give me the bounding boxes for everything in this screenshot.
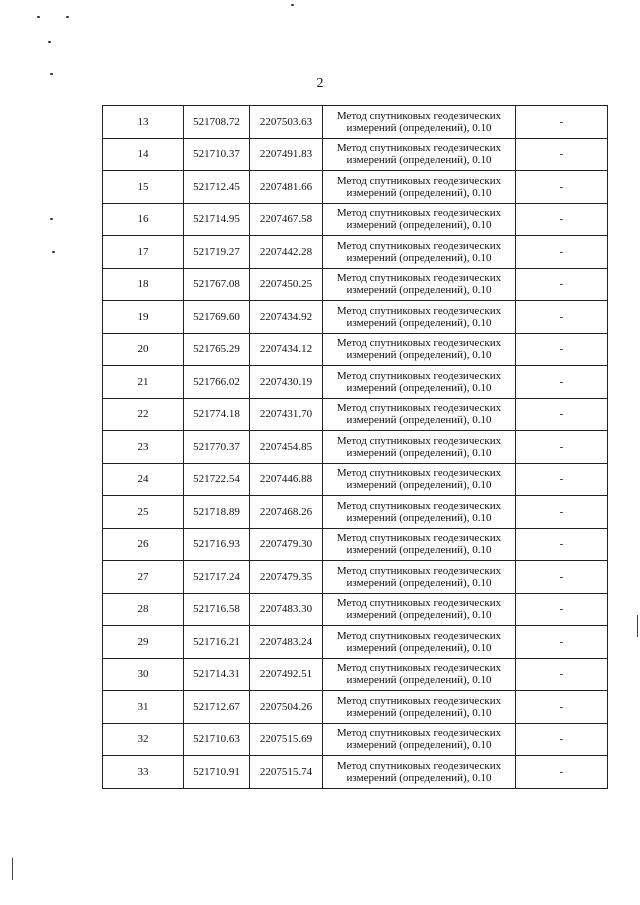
scan-speck <box>52 251 55 253</box>
point-number-cell: 30 <box>103 658 184 691</box>
method-cell <box>323 561 516 594</box>
note-cell: - <box>516 203 608 236</box>
point-number-cell: 33 <box>103 756 184 789</box>
method-text-line-1: Метод спутниковых геодезических <box>336 272 502 285</box>
method-cell <box>323 106 516 139</box>
table-row <box>103 528 608 561</box>
coordinates-table-body <box>103 106 608 789</box>
y-coordinate-cell: 2207483.30 <box>250 593 323 626</box>
note-cell: - <box>516 398 608 431</box>
y-coordinate-cell: 2207450.25 <box>250 268 323 301</box>
method-text-line-2: измерений (определений), 0.10 <box>346 511 492 524</box>
x-coordinate-cell: 521714.31 <box>184 658 250 691</box>
page-number: 2 <box>316 76 324 91</box>
note-cell: - <box>516 723 608 756</box>
x-coordinate-cell: 521712.67 <box>184 691 250 724</box>
y-coordinate-cell: 2207491.83 <box>250 138 323 171</box>
point-number-cell: 26 <box>103 528 184 561</box>
method-cell <box>323 366 516 399</box>
point-number-cell: 31 <box>103 691 184 724</box>
point-number-cell: 29 <box>103 626 184 659</box>
table-row <box>103 691 608 724</box>
method-text-line-2: измерений (определений), 0.10 <box>346 414 492 427</box>
note-cell: - <box>516 756 608 789</box>
method-text-line-2: измерений (определений), 0.10 <box>346 641 492 654</box>
method-text-line-1: Метод спутниковых геодезических <box>336 564 502 577</box>
coordinates-table <box>102 105 608 789</box>
method-text-line-2: измерений (определений), 0.10 <box>346 706 492 719</box>
y-coordinate-cell: 2207479.30 <box>250 528 323 561</box>
point-number-cell: 24 <box>103 463 184 496</box>
method-cell <box>323 431 516 464</box>
y-coordinate-cell: 2207504.26 <box>250 691 323 724</box>
method-text-line-2: измерений (определений), 0.10 <box>346 219 492 232</box>
method-text-line-2: измерений (определений), 0.10 <box>346 381 492 394</box>
x-coordinate-cell: 521769.60 <box>184 301 250 334</box>
method-text-line-1: Метод спутниковых геодезических <box>336 597 502 610</box>
method-cell <box>323 268 516 301</box>
x-coordinate-cell: 521718.89 <box>184 496 250 529</box>
x-coordinate-cell: 521712.45 <box>184 171 250 204</box>
table-row <box>103 301 608 334</box>
note-cell: - <box>516 496 608 529</box>
method-text-line-1: Метод спутниковых геодезических <box>336 467 502 480</box>
scan-speck <box>291 4 294 6</box>
table-row <box>103 756 608 789</box>
method-cell <box>323 658 516 691</box>
note-cell: - <box>516 658 608 691</box>
note-cell: - <box>516 561 608 594</box>
method-cell <box>323 593 516 626</box>
method-cell <box>323 463 516 496</box>
scan-speck <box>50 218 53 220</box>
point-number-cell: 22 <box>103 398 184 431</box>
x-coordinate-cell: 521765.29 <box>184 333 250 366</box>
method-text-line-1: Метод спутниковых геодезических <box>336 109 502 122</box>
y-coordinate-cell: 2207481.66 <box>250 171 323 204</box>
y-coordinate-cell: 2207515.69 <box>250 723 323 756</box>
note-cell: - <box>516 138 608 171</box>
point-number-cell: 28 <box>103 593 184 626</box>
method-text-line-1: Метод спутниковых геодезических <box>336 369 502 382</box>
method-text-line-1: Метод спутниковых геодезических <box>336 532 502 545</box>
note-cell: - <box>516 463 608 496</box>
method-text-line-2: измерений (определений), 0.10 <box>346 251 492 264</box>
point-number-cell: 27 <box>103 561 184 594</box>
table-row <box>103 723 608 756</box>
y-coordinate-cell: 2207454.85 <box>250 431 323 464</box>
method-text-line-1: Метод спутниковых геодезических <box>336 402 502 415</box>
y-coordinate-cell: 2207479.35 <box>250 561 323 594</box>
point-number-cell: 32 <box>103 723 184 756</box>
table-row <box>103 593 608 626</box>
method-cell <box>323 496 516 529</box>
table-row <box>103 171 608 204</box>
table-row <box>103 658 608 691</box>
note-cell: - <box>516 528 608 561</box>
method-text-line-2: измерений (определений), 0.10 <box>346 544 492 557</box>
table-row <box>103 236 608 269</box>
note-cell: - <box>516 268 608 301</box>
method-text-line-1: Метод спутниковых геодезических <box>336 337 502 350</box>
table-row <box>103 268 608 301</box>
table-row <box>103 626 608 659</box>
method-text-line-1: Метод спутниковых геодезических <box>336 239 502 252</box>
note-cell: - <box>516 333 608 366</box>
x-coordinate-cell: 521766.02 <box>184 366 250 399</box>
y-coordinate-cell: 2207468.26 <box>250 496 323 529</box>
point-number-cell: 20 <box>103 333 184 366</box>
method-text-line-2: измерений (определений), 0.10 <box>346 154 492 167</box>
y-coordinate-cell: 2207434.92 <box>250 301 323 334</box>
x-coordinate-cell: 521710.91 <box>184 756 250 789</box>
x-coordinate-cell: 521770.37 <box>184 431 250 464</box>
point-number-cell: 21 <box>103 366 184 399</box>
table-row <box>103 333 608 366</box>
note-cell: - <box>516 106 608 139</box>
x-coordinate-cell: 521716.93 <box>184 528 250 561</box>
point-number-cell: 18 <box>103 268 184 301</box>
x-coordinate-cell: 521708.72 <box>184 106 250 139</box>
method-cell <box>323 691 516 724</box>
x-coordinate-cell: 521716.21 <box>184 626 250 659</box>
note-cell: - <box>516 236 608 269</box>
y-coordinate-cell: 2207446.88 <box>250 463 323 496</box>
scan-edge-mark <box>637 615 638 637</box>
table-row <box>103 496 608 529</box>
note-cell: - <box>516 366 608 399</box>
point-number-cell: 13 <box>103 106 184 139</box>
method-text-line-2: измерений (определений), 0.10 <box>346 739 492 752</box>
table-row <box>103 463 608 496</box>
y-coordinate-cell: 2207492.51 <box>250 658 323 691</box>
method-text-line-1: Метод спутниковых геодезических <box>336 694 502 707</box>
method-text-line-1: Метод спутниковых геодезических <box>336 662 502 675</box>
y-coordinate-cell: 2207503.63 <box>250 106 323 139</box>
method-text-line-2: измерений (определений), 0.10 <box>346 316 492 329</box>
method-cell <box>323 528 516 561</box>
y-coordinate-cell: 2207467.58 <box>250 203 323 236</box>
method-text-line-1: Метод спутниковых геодезических <box>336 759 502 772</box>
x-coordinate-cell: 521717.24 <box>184 561 250 594</box>
x-coordinate-cell: 521710.37 <box>184 138 250 171</box>
method-text-line-1: Метод спутниковых геодезических <box>336 304 502 317</box>
scan-speck <box>66 16 69 18</box>
note-cell: - <box>516 301 608 334</box>
method-text-line-1: Метод спутниковых геодезических <box>336 434 502 447</box>
point-number-cell: 23 <box>103 431 184 464</box>
method-cell <box>323 301 516 334</box>
method-text-line-1: Метод спутниковых геодезических <box>336 727 502 740</box>
x-coordinate-cell: 521774.18 <box>184 398 250 431</box>
y-coordinate-cell: 2207442.28 <box>250 236 323 269</box>
y-coordinate-cell: 2207483.24 <box>250 626 323 659</box>
method-text-line-1: Метод спутниковых геодезических <box>336 174 502 187</box>
x-coordinate-cell: 521710.63 <box>184 723 250 756</box>
table-row <box>103 431 608 464</box>
y-coordinate-cell: 2207515.74 <box>250 756 323 789</box>
method-cell <box>323 756 516 789</box>
method-text-line-1: Метод спутниковых геодезических <box>336 142 502 155</box>
table-row <box>103 398 608 431</box>
point-number-cell: 17 <box>103 236 184 269</box>
note-cell: - <box>516 626 608 659</box>
method-text-line-2: измерений (определений), 0.10 <box>346 771 492 784</box>
note-cell: - <box>516 691 608 724</box>
table-row <box>103 138 608 171</box>
y-coordinate-cell: 2207430.19 <box>250 366 323 399</box>
x-coordinate-cell: 521767.08 <box>184 268 250 301</box>
note-cell: - <box>516 593 608 626</box>
method-text-line-2: измерений (определений), 0.10 <box>346 284 492 297</box>
note-cell: - <box>516 171 608 204</box>
method-text-line-2: измерений (определений), 0.10 <box>346 121 492 134</box>
table-row <box>103 203 608 236</box>
method-cell <box>323 398 516 431</box>
table-row <box>103 366 608 399</box>
x-coordinate-cell: 521719.27 <box>184 236 250 269</box>
table-row <box>103 561 608 594</box>
x-coordinate-cell: 521716.58 <box>184 593 250 626</box>
y-coordinate-cell: 2207434.12 <box>250 333 323 366</box>
method-cell <box>323 203 516 236</box>
point-number-cell: 19 <box>103 301 184 334</box>
method-text-line-2: измерений (определений), 0.10 <box>346 349 492 362</box>
method-text-line-1: Метод спутниковых геодезических <box>336 499 502 512</box>
method-cell <box>323 626 516 659</box>
y-coordinate-cell: 2207431.70 <box>250 398 323 431</box>
note-cell: - <box>516 431 608 464</box>
x-coordinate-cell: 521722.54 <box>184 463 250 496</box>
method-text-line-2: измерений (определений), 0.10 <box>346 609 492 622</box>
scan-speck <box>37 16 40 18</box>
method-cell <box>323 723 516 756</box>
method-cell <box>323 171 516 204</box>
method-cell <box>323 236 516 269</box>
method-text-line-1: Метод спутниковых геодезических <box>336 629 502 642</box>
point-number-cell: 15 <box>103 171 184 204</box>
method-cell <box>323 333 516 366</box>
table-row <box>103 106 608 139</box>
method-cell <box>323 138 516 171</box>
method-text-line-2: измерений (определений), 0.10 <box>346 576 492 589</box>
method-text-line-2: измерений (определений), 0.10 <box>346 674 492 687</box>
method-text-line-2: измерений (определений), 0.10 <box>346 186 492 199</box>
scan-speck <box>48 41 51 43</box>
x-coordinate-cell: 521714.95 <box>184 203 250 236</box>
point-number-cell: 16 <box>103 203 184 236</box>
point-number-cell: 14 <box>103 138 184 171</box>
method-text-line-2: измерений (определений), 0.10 <box>346 446 492 459</box>
scan-edge-mark <box>12 858 13 880</box>
point-number-cell: 25 <box>103 496 184 529</box>
scan-speck <box>50 73 53 75</box>
method-text-line-1: Метод спутниковых геодезических <box>336 207 502 220</box>
method-text-line-2: измерений (определений), 0.10 <box>346 479 492 492</box>
